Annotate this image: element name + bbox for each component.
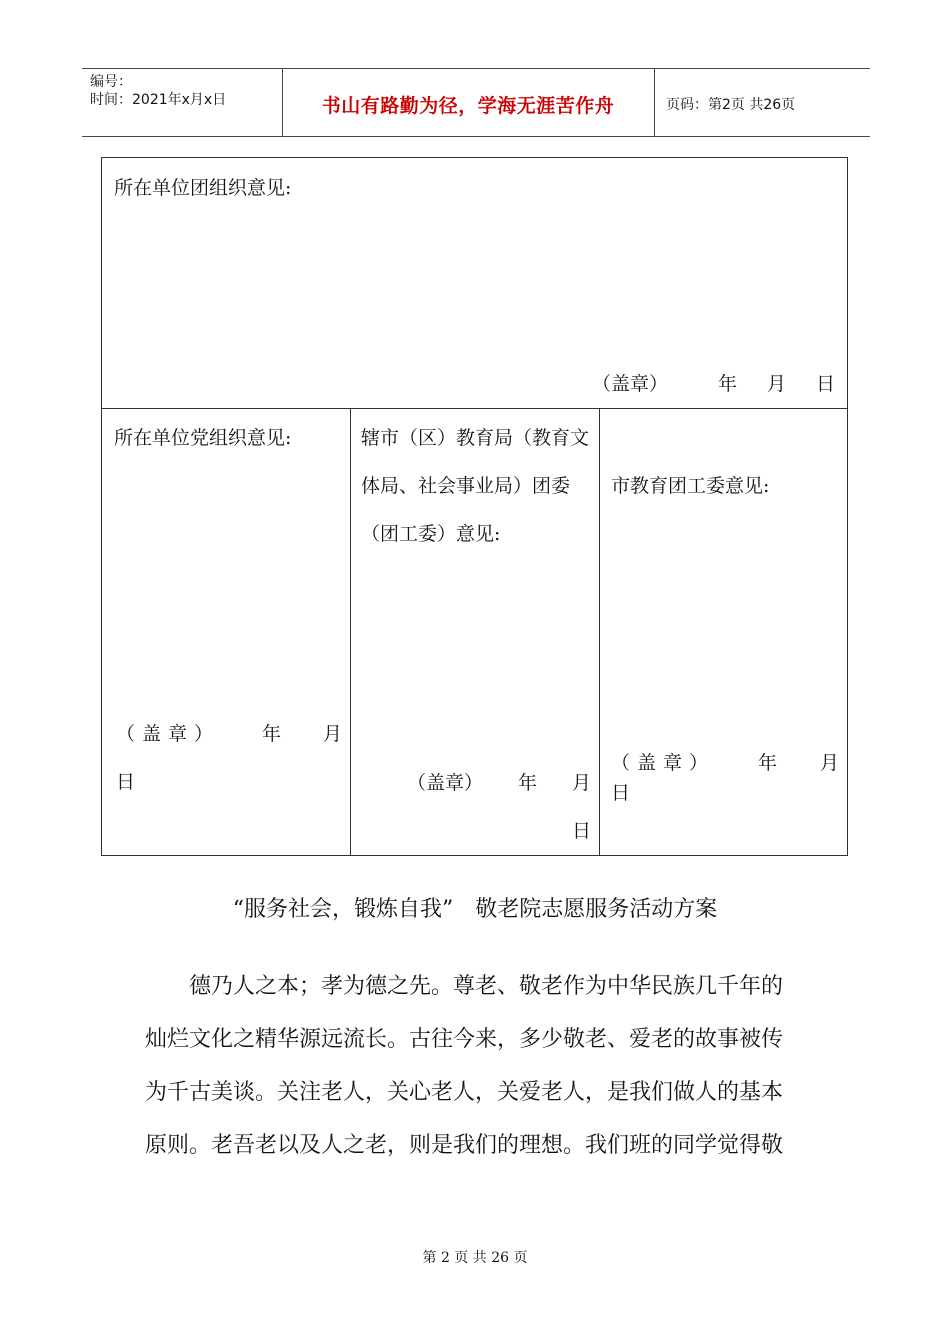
header-motto: 书山有路勤为径，学海无涯苦作舟 xyxy=(321,95,615,117)
month-text: 月 xyxy=(571,772,591,794)
city-stamp-block xyxy=(611,748,839,808)
time-label: 时间：2021年x月x日 xyxy=(90,92,227,108)
opinion-table xyxy=(101,157,848,856)
year-text: 年 xyxy=(717,373,737,395)
month-text: 月 xyxy=(819,752,839,774)
page-footer: 第 2 页 共 26 页 xyxy=(422,1250,528,1266)
article-line: 灿烂文化之精华源远流长。古往今来，多少敬老、爱老的故事被传 xyxy=(145,1027,784,1052)
table-row-divider xyxy=(102,408,847,409)
year-text: 年 xyxy=(757,752,777,774)
district-label-line: 体局、社会事业局）团委 xyxy=(361,475,571,497)
league-opinion-label: 所在单位团组织意见: xyxy=(114,177,292,199)
article-title: “服务社会，锻炼自我” 敬老院志愿服务活动方案 xyxy=(232,897,718,922)
article-body xyxy=(145,960,805,1172)
month-text: 月 xyxy=(766,373,786,395)
district-label-line: （团工委）意见: xyxy=(361,523,501,545)
document-header xyxy=(82,68,870,137)
stamp-text: （盖章） xyxy=(591,373,668,395)
year-text: 年 xyxy=(261,723,281,745)
city-opinion-label: 市教育团工委意见: xyxy=(611,475,770,497)
day-text: 日 xyxy=(815,373,835,395)
table-col-divider xyxy=(599,408,600,855)
number-label: 编号： xyxy=(90,74,132,90)
day-text: 日 xyxy=(116,771,136,793)
table-col-divider xyxy=(350,408,351,855)
party-opinion-label: 所在单位党组织意见: xyxy=(114,427,292,449)
league-stamp-line xyxy=(592,360,835,408)
day-text: 日 xyxy=(571,820,591,842)
year-text: 年 xyxy=(517,772,537,794)
stamp-text: （盖章） xyxy=(611,752,716,774)
day-text: 日 xyxy=(611,782,631,804)
stamp-text: （盖章） xyxy=(407,772,484,794)
article-line: 为千古美谈。关注老人，关心老人，关爱老人，是我们做人的基本 xyxy=(145,1080,784,1105)
header-page-info: 页码：第2页 共26页 xyxy=(666,97,796,113)
article-line: 德乃人之本；孝为德之先。尊老、敬老作为中华民族几千年的 xyxy=(145,974,784,999)
district-label-line: 辖市（区）教育局（教育文 xyxy=(361,427,590,449)
month-text: 月 xyxy=(322,723,342,745)
header-divider xyxy=(654,69,655,136)
party-stamp-block xyxy=(116,710,342,806)
district-opinion-label xyxy=(361,414,595,558)
article-line: 原则。老吾老以及人之老，则是我们的理想。我们班的同学觉得敬 xyxy=(145,1133,784,1158)
stamp-text: （盖章） xyxy=(116,723,221,745)
header-meta xyxy=(90,73,226,109)
district-stamp-block xyxy=(407,759,591,855)
